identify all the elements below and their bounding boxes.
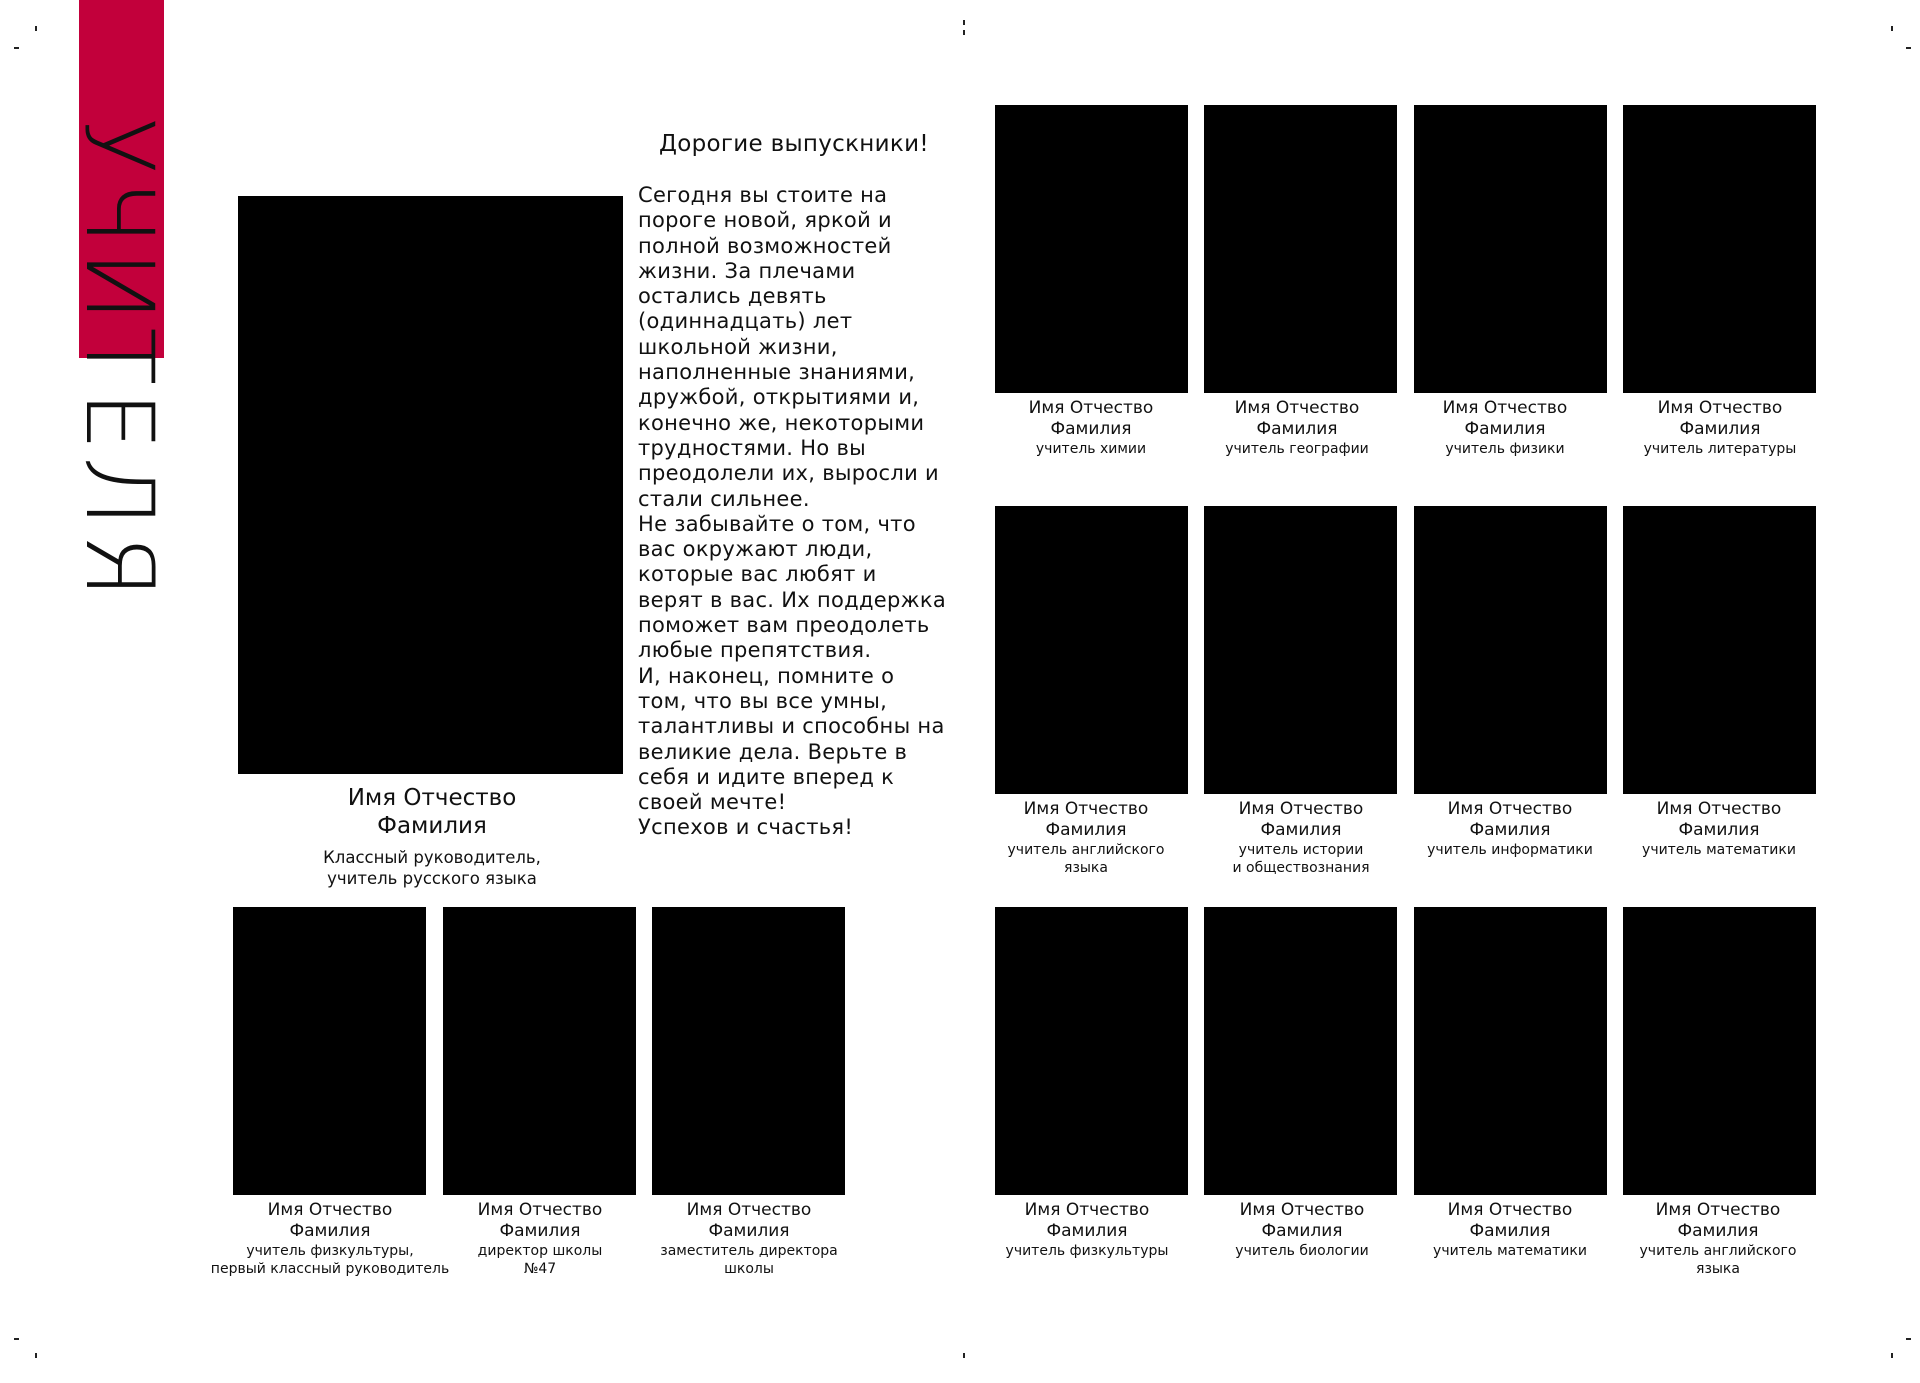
teacher-caption [1608, 1200, 1828, 1278]
teacher-photo [1623, 907, 1816, 1195]
teacher-photo [1623, 105, 1816, 393]
teacher-caption [981, 398, 1201, 459]
teacher-role: учитель географии [1225, 441, 1369, 457]
teacher-caption [976, 799, 1196, 877]
teacher-role: директор школы [477, 1243, 603, 1259]
teacher-surname: Фамилия [1260, 820, 1342, 840]
teacher-photo [652, 907, 845, 1195]
teacher-caption [1400, 799, 1620, 860]
teacher-surname: Фамилия [1469, 1221, 1551, 1241]
message-paragraph: Сегодня вы стоите на пороге новой, яркой и полной возможностей жизни. За плечами остались девять (одиннадцать) лет школьной жизни, наполненные знаниями, дружбой, открытиями и, конечно же, некоторыми трудностями. Но вы преодолели их, выросли и стали сильнее. [638, 183, 939, 511]
teacher-photo [1204, 907, 1397, 1195]
crop-mark [14, 47, 19, 49]
teacher-name: Имя Отчество [1238, 799, 1364, 819]
teacher-role: учитель биологии [1235, 1243, 1369, 1259]
teacher-photo [1414, 105, 1607, 393]
teacher-caption [1191, 799, 1411, 877]
teacher-caption [1187, 398, 1407, 459]
crop-mark [1891, 26, 1893, 31]
main-teacher-caption [237, 784, 627, 889]
teacher-role: учитель русского языка [327, 869, 537, 888]
teacher-caption [649, 1200, 849, 1278]
teacher-role: учитель английского [1007, 842, 1165, 858]
teacher-surname: Фамилия [1678, 820, 1760, 840]
crop-mark [1906, 47, 1911, 49]
teacher-role: заместитель директора [660, 1243, 838, 1259]
teacher-role: учитель математики [1642, 842, 1796, 858]
teacher-role: и обществознания [1232, 859, 1370, 876]
teacher-caption [1395, 398, 1615, 459]
teacher-surname: Фамилия [377, 813, 487, 839]
section-title: УЧИТЕЛЯ [64, 117, 173, 605]
teacher-photo [1204, 506, 1397, 794]
teacher-photo [1414, 506, 1607, 794]
teacher-name: Имя Отчество [1234, 398, 1360, 418]
message-paragraph: Успехов и счастья! [638, 815, 854, 840]
teacher-name: Имя Отчество [1656, 799, 1782, 819]
teacher-role: учитель физики [1445, 441, 1565, 457]
teacher-role: Классный руководитель, [323, 848, 541, 867]
teacher-surname: Фамилия [1469, 820, 1551, 840]
teacher-surname: Фамилия [1261, 1221, 1343, 1241]
teacher-photo [443, 907, 636, 1195]
teacher-role: школы [724, 1260, 774, 1277]
message-paragraph: И, наконец, помните о том, что вы все умны, талантливы и способны на великие дела. Верьте в себя и идите вперед к своей мечте! [638, 663, 945, 815]
crop-mark [963, 20, 965, 25]
crop-mark [1891, 1353, 1893, 1358]
teacher-name: Имя Отчество [477, 1200, 603, 1220]
teacher-surname: Фамилия [1464, 419, 1546, 439]
teacher-photo [1204, 105, 1397, 393]
greeting-message [638, 183, 948, 841]
teacher-name: Имя Отчество [1023, 799, 1149, 819]
crop-mark [35, 1353, 37, 1358]
teacher-role: учитель английского [1639, 1243, 1797, 1259]
crop-mark [963, 30, 965, 35]
teacher-caption [977, 1200, 1197, 1261]
crop-mark [14, 1338, 19, 1340]
teacher-role: языка [1064, 859, 1108, 876]
teacher-name: Имя Отчество [347, 785, 517, 811]
teacher-role: №47 [523, 1260, 557, 1277]
crop-mark [35, 26, 37, 31]
teacher-name: Имя Отчество [1447, 1200, 1573, 1220]
teacher-name: Имя Отчество [1655, 1200, 1781, 1220]
teacher-surname: Фамилия [708, 1221, 790, 1241]
teacher-role: первый классный руководитель [210, 1260, 450, 1277]
teacher-surname: Фамилия [499, 1221, 581, 1241]
teacher-surname: Фамилия [1256, 419, 1338, 439]
teacher-role: учитель литературы [1643, 441, 1797, 457]
teacher-name: Имя Отчество [1442, 398, 1568, 418]
message-paragraph: Не забывайте о том, что вас окружают люди, которые вас любят и верят в вас. Их поддержка поможет вам преодолеть любые препятствия. [638, 511, 947, 663]
teacher-photo [995, 907, 1188, 1195]
teacher-photo [995, 506, 1188, 794]
teacher-role: учитель физкультуры, [246, 1243, 414, 1259]
teacher-surname: Фамилия [1050, 419, 1132, 439]
teacher-name: Имя Отчество [1657, 398, 1783, 418]
teacher-name: Имя Отчество [1447, 799, 1573, 819]
teacher-surname: Фамилия [1677, 1221, 1759, 1241]
teacher-surname: Фамилия [1679, 419, 1761, 439]
crop-mark [963, 1353, 965, 1358]
teacher-role: учитель физкультуры [1005, 1243, 1169, 1259]
teacher-caption [440, 1200, 640, 1278]
teacher-name: Имя Отчество [1024, 1200, 1150, 1220]
teacher-role: языка [1696, 1260, 1740, 1277]
teacher-caption [1192, 1200, 1412, 1261]
teacher-photo [1414, 907, 1607, 1195]
crop-mark [1906, 1338, 1911, 1340]
teacher-role: учитель математики [1433, 1243, 1587, 1259]
teacher-role: учитель химии [1035, 441, 1147, 457]
teacher-role: учитель истории [1238, 842, 1364, 858]
teacher-caption [1609, 799, 1829, 860]
teacher-photo [1623, 506, 1816, 794]
teacher-photo [995, 105, 1188, 393]
main-teacher-photo [238, 196, 623, 774]
teacher-role: учитель информатики [1427, 842, 1593, 858]
teacher-caption [1610, 398, 1830, 459]
teacher-surname: Фамилия [289, 1221, 371, 1241]
teacher-name: Имя Отчество [1239, 1200, 1365, 1220]
teacher-caption [206, 1200, 454, 1278]
teacher-photo [233, 907, 426, 1195]
teacher-surname: Фамилия [1045, 820, 1127, 840]
teacher-name: Имя Отчество [267, 1200, 393, 1220]
teacher-name: Имя Отчество [686, 1200, 812, 1220]
teacher-name: Имя Отчество [1028, 398, 1154, 418]
teacher-caption [1400, 1200, 1620, 1261]
teacher-surname: Фамилия [1046, 1221, 1128, 1241]
greeting-heading: Дорогие выпускники! [659, 131, 929, 157]
